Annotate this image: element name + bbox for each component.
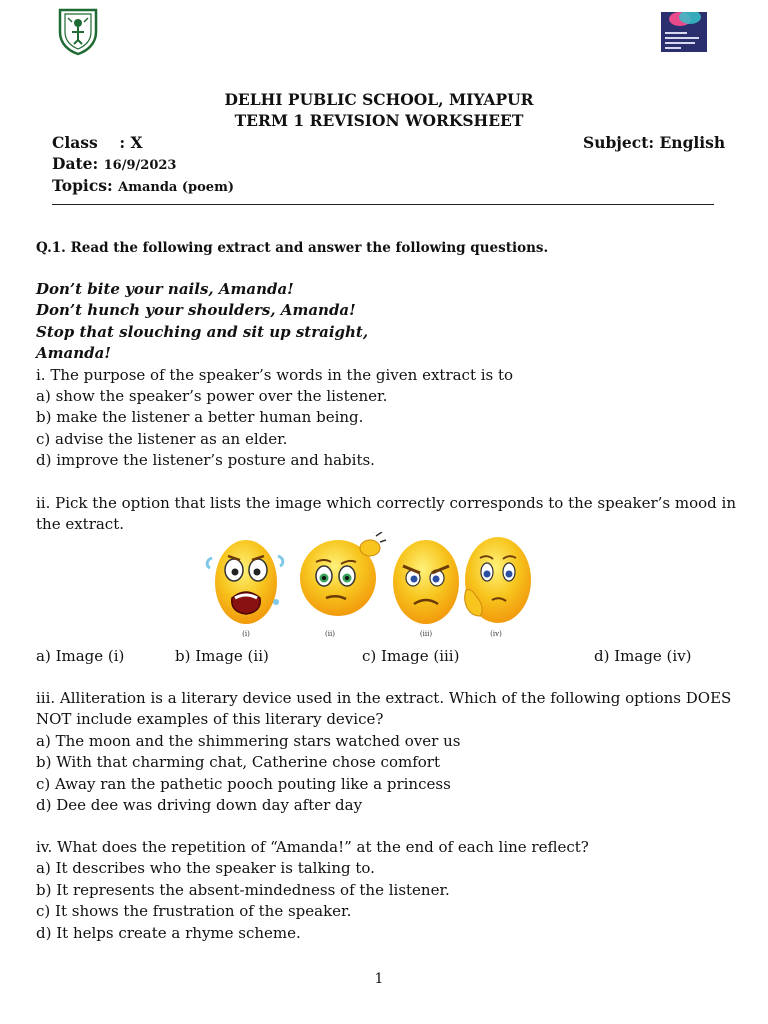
extract-line: Stop that slouching and sit up straight, bbox=[36, 322, 369, 341]
q1-heading: Q.1. Read the following extract and answer the following questions. bbox=[36, 240, 549, 256]
qii-prompt-line1: ii. Pick the option that lists the image which correctly corresponds to the speaker’s mood in bbox=[36, 494, 737, 512]
qi-prompt: i. The purpose of the speaker’s words in the given extract is to bbox=[36, 365, 514, 384]
qiii-option-b: b) With that charming chat, Catherine chose comfort bbox=[36, 753, 440, 772]
qiv-option-a: a) It describes who the speaker is talking to. bbox=[36, 859, 375, 878]
worried-emoji-icon bbox=[465, 537, 531, 623]
q1-content bbox=[36, 279, 513, 472]
qiv-block bbox=[36, 837, 589, 944]
qii-option-d: d) Image (iv) bbox=[594, 647, 692, 665]
date-value: 16/9/2023 bbox=[103, 158, 177, 173]
angry-emoji-icon bbox=[393, 540, 459, 624]
page-number: 1 bbox=[374, 971, 384, 987]
qiii-prompt-line2: NOT include examples of this literary device? bbox=[36, 710, 384, 729]
qii-prompt bbox=[36, 493, 736, 536]
accreditation-logo bbox=[661, 12, 707, 52]
confused-emoji-icon bbox=[300, 532, 386, 616]
qiii-block bbox=[36, 688, 731, 816]
image-label-iii: (iii) bbox=[419, 630, 433, 638]
qii-option-c: c) Image (iii) bbox=[362, 647, 460, 665]
qii-prompt-line2: the extract. bbox=[36, 515, 125, 534]
extract-line: Don’t hunch your shoulders, Amanda! bbox=[36, 301, 356, 320]
extract-line: Amanda! bbox=[36, 344, 111, 363]
worksheet-title: TERM 1 REVISION WORKSHEET bbox=[234, 111, 524, 130]
scared-emoji-icon bbox=[207, 540, 283, 624]
qi-option-d: d) improve the listener’s posture and habits. bbox=[36, 451, 375, 470]
class-value: : X bbox=[119, 133, 143, 152]
qiv-option-c: c) It shows the frustration of the speaker. bbox=[36, 902, 352, 921]
qiv-option-d: d) It helps create a rhyme scheme. bbox=[36, 923, 301, 942]
topics-value: Amanda (poem) bbox=[118, 180, 234, 195]
image-label-ii: (ii) bbox=[325, 630, 335, 638]
qii-option-b: b) Image (ii) bbox=[175, 647, 269, 665]
qiii-option-d: d) Dee dee was driving down day after day bbox=[36, 796, 363, 815]
qiii-option-a: a) The moon and the shimmering stars watched over us bbox=[36, 731, 461, 750]
extract-line: Don’t bite your nails, Amanda! bbox=[36, 280, 294, 298]
qiv-prompt: iv. What does the repetition of “Amanda!” at the end of each line reflect? bbox=[36, 838, 589, 856]
subject: Subject: English bbox=[583, 133, 726, 152]
school-crest-logo bbox=[54, 6, 102, 56]
topics-line bbox=[52, 176, 234, 195]
topics-label: Topics: bbox=[52, 176, 113, 195]
qiii-prompt-line1: iii. Alliteration is a literary device used in the extract. Which of the following options DOES bbox=[36, 689, 732, 707]
qi-option-b: b) make the listener a better human being. bbox=[36, 408, 364, 427]
class-line bbox=[52, 133, 142, 152]
image-label-i: (i) bbox=[242, 630, 250, 638]
image-label-iv: (iv) bbox=[490, 630, 502, 638]
date-label: Date: bbox=[52, 154, 99, 173]
qiii-option-c: c) Away ran the pathetic pooch pouting like a princess bbox=[36, 774, 451, 793]
class-label: Class bbox=[52, 133, 98, 152]
qii-option-a: a) Image (i) bbox=[36, 647, 125, 665]
qi-option-c: c) advise the listener as an elder. bbox=[36, 429, 288, 448]
header-divider bbox=[52, 204, 714, 205]
date-line bbox=[52, 154, 176, 173]
emoji-images bbox=[204, 532, 534, 640]
qi-option-a: a) show the speaker’s power over the listener. bbox=[36, 387, 388, 406]
qiv-option-b: b) It represents the absent-mindedness of the listener. bbox=[36, 880, 450, 899]
school-name: DELHI PUBLIC SCHOOL, MIYAPUR bbox=[224, 90, 534, 109]
